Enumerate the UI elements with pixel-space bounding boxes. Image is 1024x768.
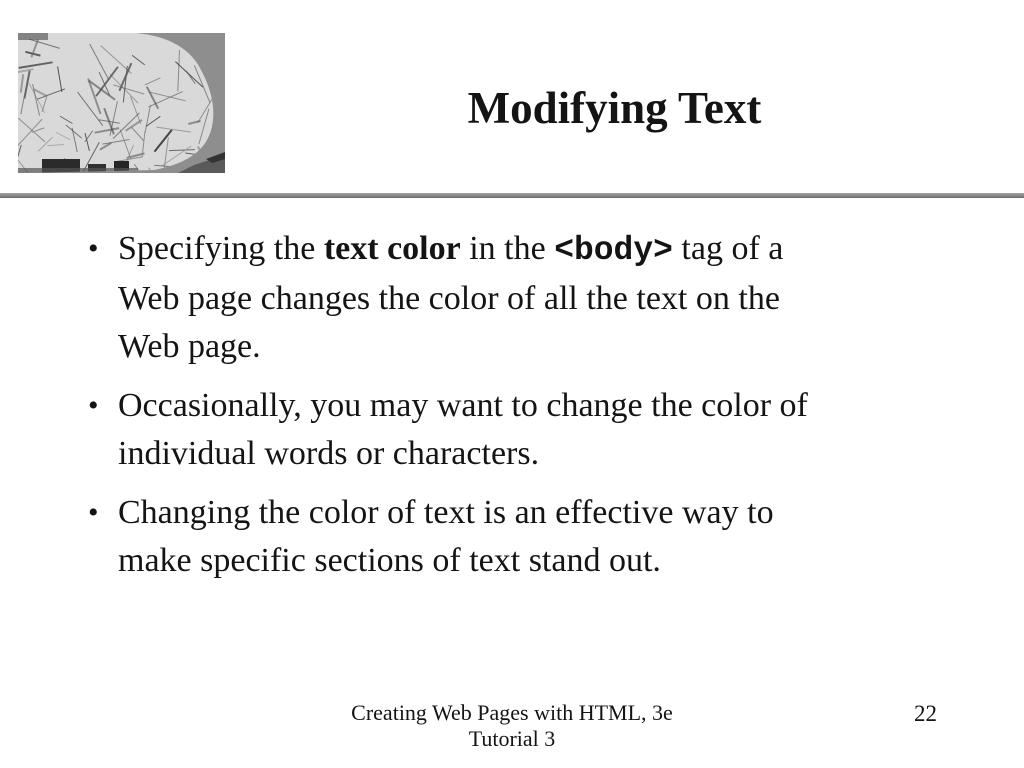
bullet-line	[118, 489, 994, 537]
bullet-line	[118, 275, 994, 323]
text-run: Specifying the	[118, 230, 324, 267]
bullet-glyph: •	[88, 389, 99, 422]
bullet-text	[118, 489, 994, 585]
bullet-item	[88, 382, 994, 478]
bullet-list	[88, 225, 994, 585]
bullet-line	[118, 382, 994, 430]
footer-line-1: Creating Web Pages with HTML, 3e	[351, 700, 673, 725]
bullet-line	[118, 323, 994, 371]
text-run: Occasionally, you may want to change the color of	[118, 387, 808, 424]
text-run: text color	[323, 230, 461, 267]
text-run: tag of a	[672, 230, 784, 267]
bullet-line	[118, 537, 994, 585]
bullet-glyph: •	[88, 232, 99, 265]
text-run: make specific sections of text stand out.	[118, 542, 661, 579]
slide-photo	[18, 33, 225, 173]
text-run: individual words or characters.	[118, 435, 540, 472]
text-run: Web page changes the color of all the text on the	[118, 280, 780, 317]
bullet-item	[88, 489, 994, 585]
page-number: 22	[914, 701, 937, 726]
text-run: <body>	[554, 232, 673, 269]
footer-line-2: Tutorial 3	[468, 726, 556, 751]
text-run: in the	[460, 230, 555, 267]
footer	[0, 700, 1024, 752]
mesh-dish-photo-svg	[18, 33, 225, 173]
text-run: Web page.	[118, 328, 261, 365]
bullet-glyph: •	[88, 496, 99, 529]
bullet-item	[88, 225, 994, 371]
slide-title: Modifying Text	[467, 83, 762, 133]
bullet-line	[118, 225, 994, 275]
title-divider-rule	[0, 193, 1024, 198]
bullet-text	[118, 382, 994, 478]
text-run: Changing the color of text is an effective way to	[118, 494, 774, 531]
bullet-text	[118, 225, 994, 371]
bullet-line	[118, 430, 994, 478]
